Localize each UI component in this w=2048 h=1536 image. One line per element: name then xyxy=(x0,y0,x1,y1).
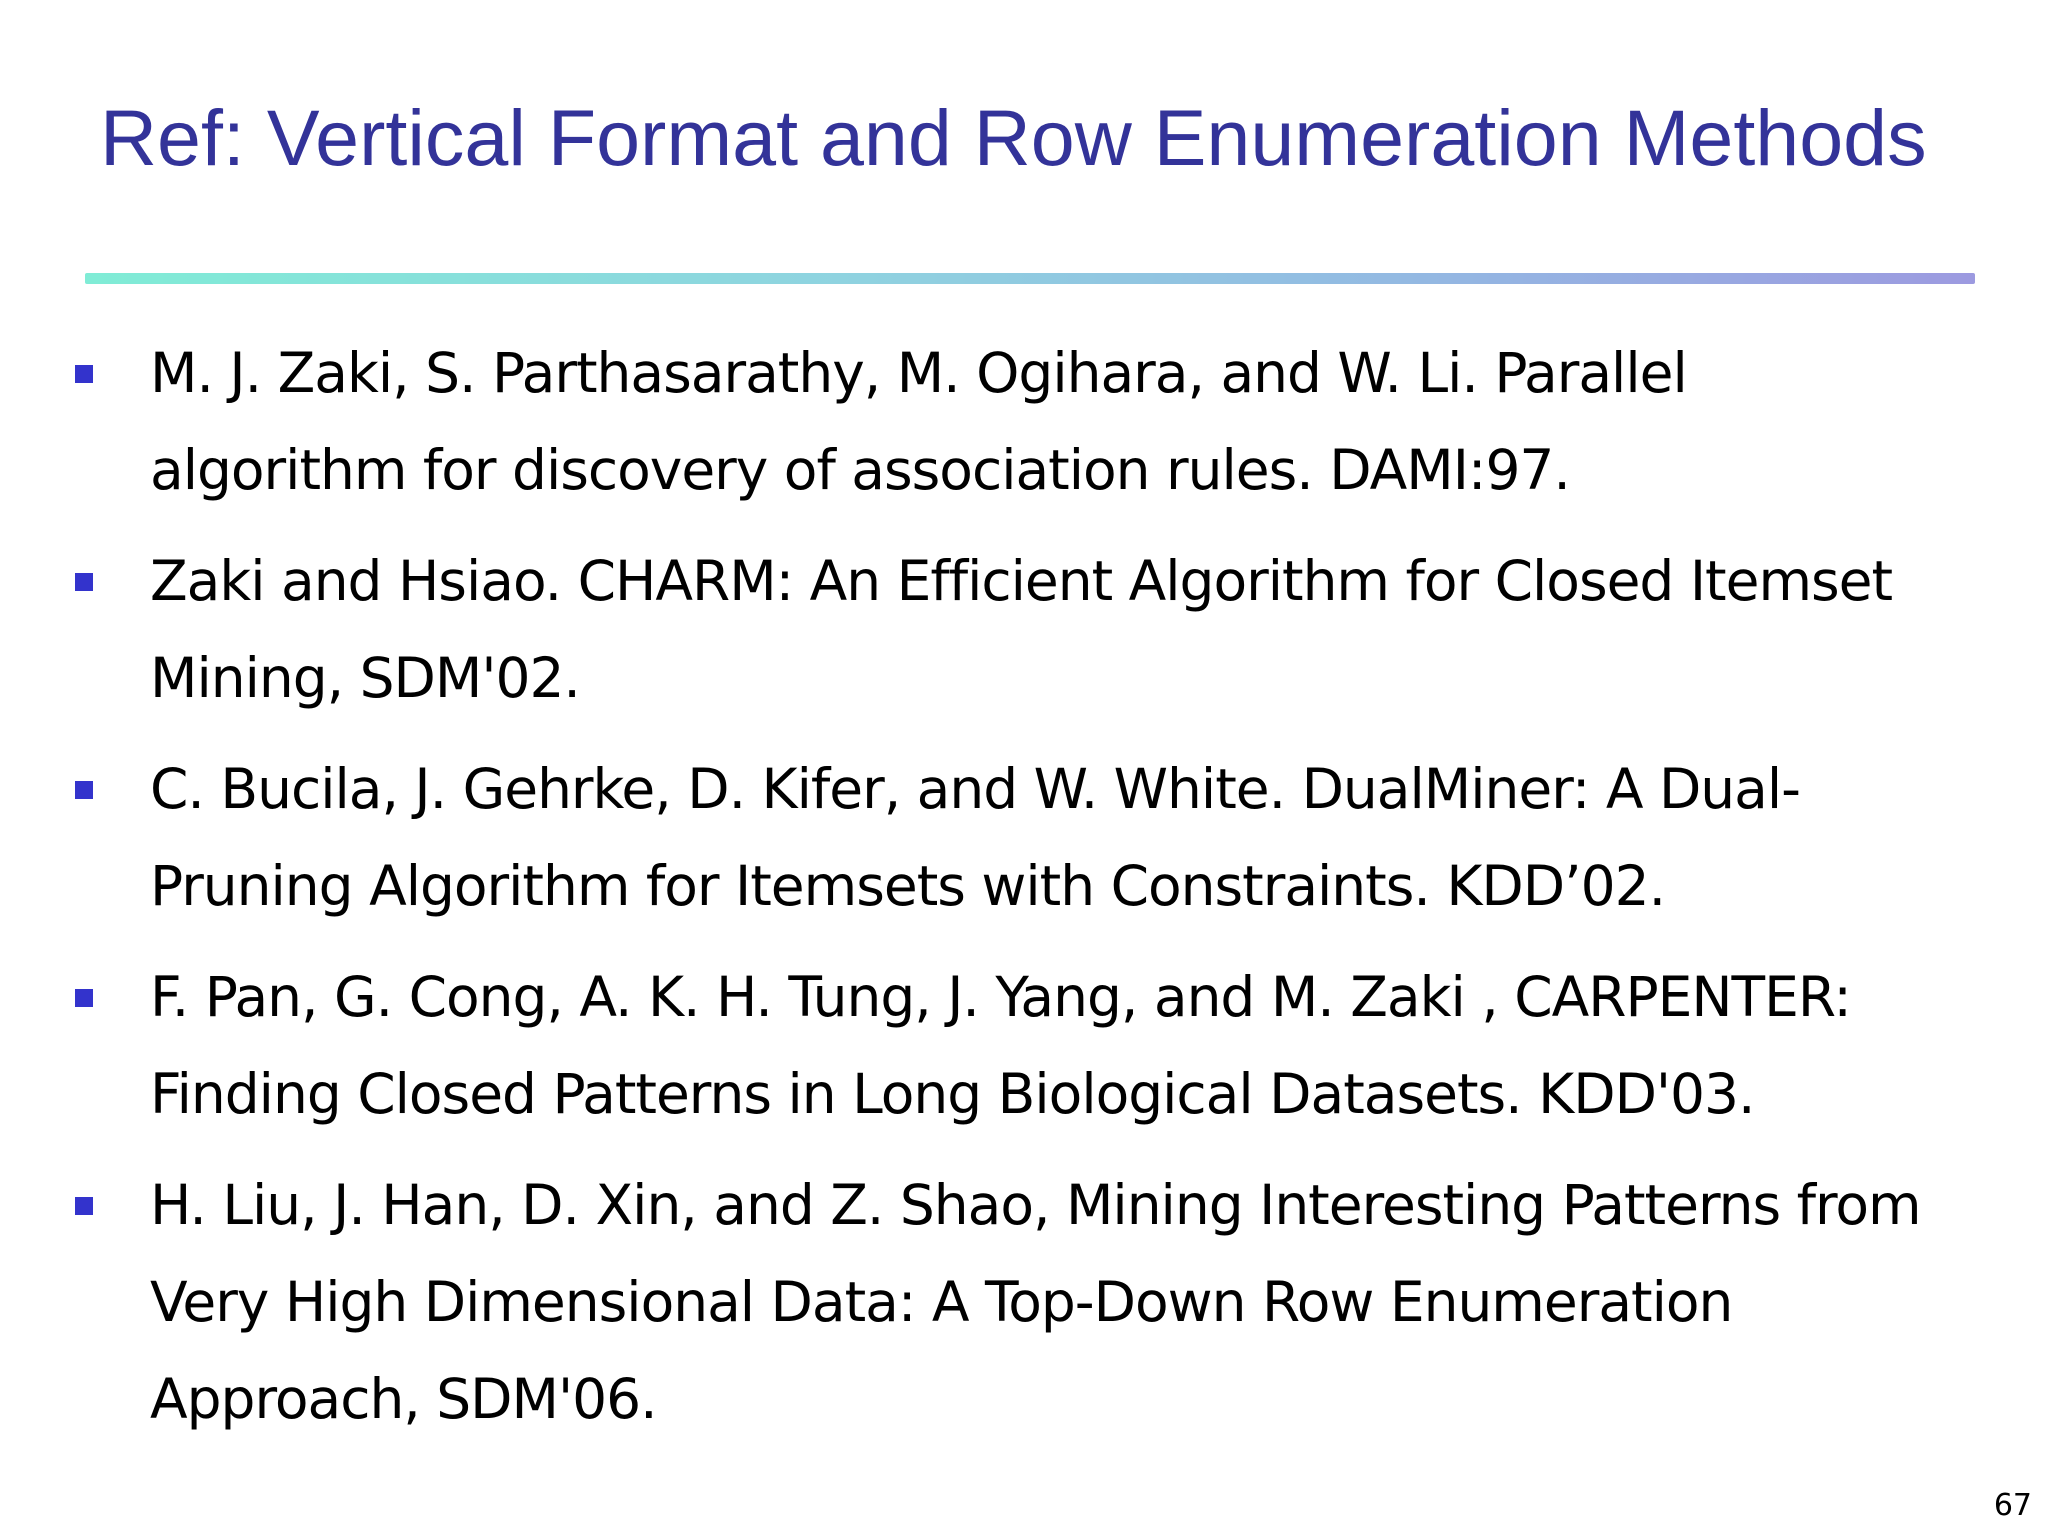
page-number: 67 xyxy=(1993,1488,2032,1523)
square-bullet-icon xyxy=(75,989,93,1007)
reference-item xyxy=(0,1157,2048,1448)
reference-text: H. Liu, J. Han, D. Xin, and Z. Shao, Mining Interesting Patterns from Very High Dimensional Data: A Top-Down Row Enumeration Approach, SDM'06. xyxy=(150,1173,1921,1431)
reference-item xyxy=(0,949,2048,1143)
reference-text: Zaki and Hsiao. CHARM: An Efficient Algorithm for Closed Itemset Mining, SDM'02. xyxy=(150,549,1893,710)
square-bullet-icon xyxy=(75,1197,93,1215)
reference-text: M. J. Zaki, S. Parthasarathy, M. Ogihara, and W. Li. Parallel algorithm for discovery of association rules. DAMI:97. xyxy=(150,341,1687,502)
reference-item xyxy=(0,325,2048,519)
reference-text: C. Bucila, J. Gehrke, D. Kifer, and W. White. DualMiner: A Dual-Pruning Algorithm for Itemsets with Constraints. KDD’02. xyxy=(150,757,1800,918)
reference-item xyxy=(0,533,2048,727)
square-bullet-icon xyxy=(75,781,93,799)
square-bullet-icon xyxy=(75,573,93,591)
square-bullet-icon xyxy=(75,365,93,383)
reference-item xyxy=(0,741,2048,935)
title-divider xyxy=(85,273,1975,284)
slide-title: Ref: Vertical Format and Row Enumeration Methods xyxy=(100,93,1927,182)
reference-list xyxy=(0,325,2048,1462)
reference-text: F. Pan, G. Cong, A. K. H. Tung, J. Yang, and M. Zaki , CARPENTER: Finding Closed Patterns in Long Biological Datasets. KDD'03. xyxy=(150,965,1851,1126)
